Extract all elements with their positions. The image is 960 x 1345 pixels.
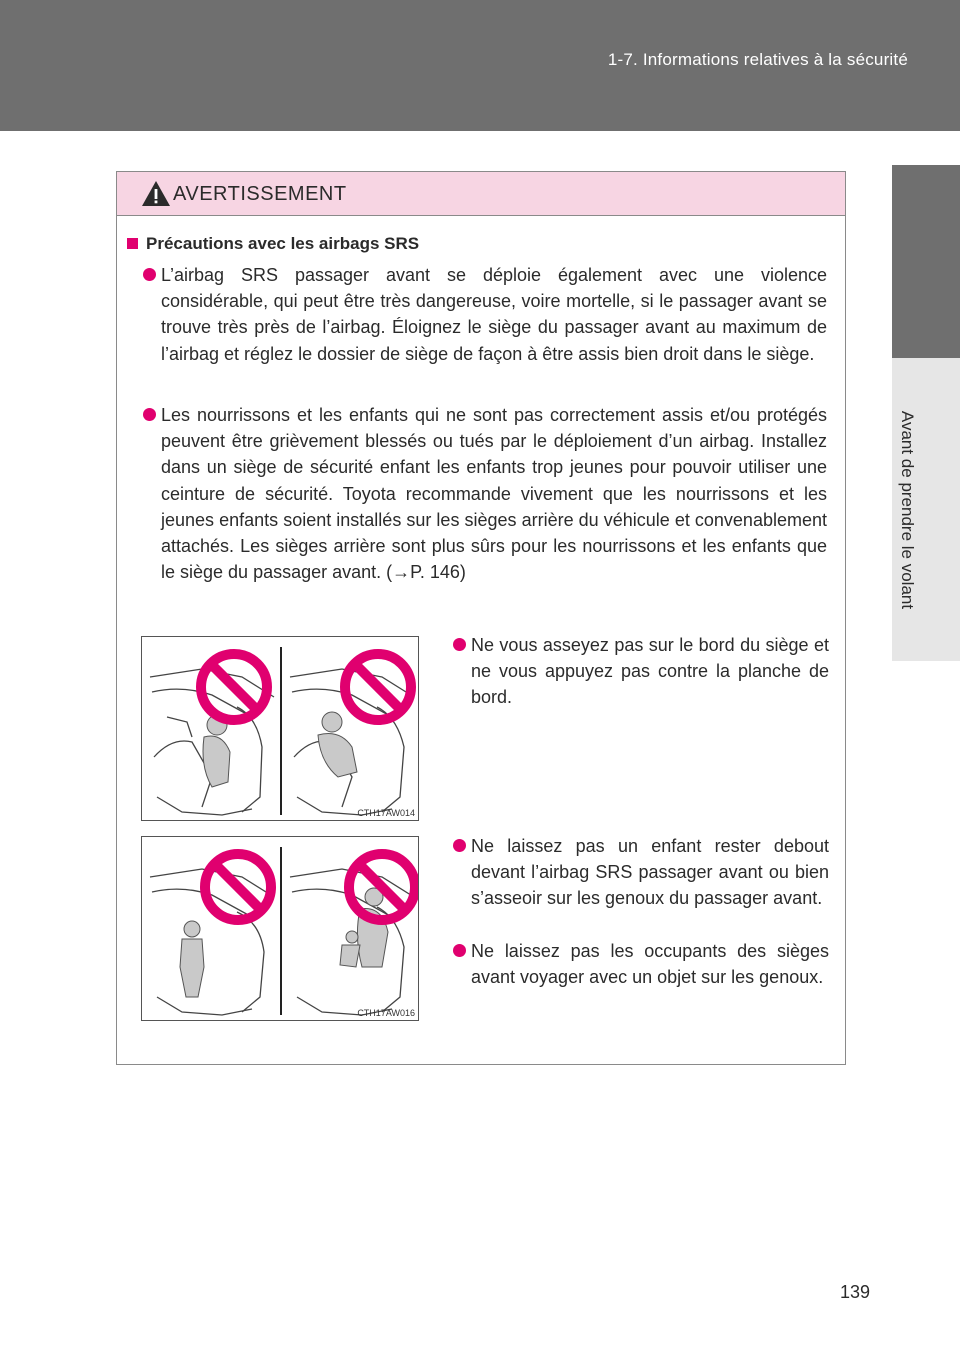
bullet-item: [471, 833, 829, 912]
warning-heading-text: Précautions avec les airbags SRS: [146, 234, 420, 253]
bullet-item: [161, 402, 827, 585]
illustration-code: CTH17AW016: [357, 1008, 415, 1018]
warning-box: [116, 171, 846, 1065]
bullet-item: [471, 632, 829, 711]
bullet-dot-icon: [453, 638, 466, 651]
section-title: 1-7. Informations relatives à la sécurité: [607, 50, 908, 69]
bullet-text: Ne laissez pas les occupants des sièges avant voyager avec un objet sur les genoux.: [471, 941, 829, 988]
chapter-title: Avant de prendre le volant: [898, 410, 917, 610]
bullet-text: Les nourrissons et les enfants qui ne sont pas correctement assis et/ou protégés peuvent être grièvement blessés ou tués par le déploiement d’un airbag. Installez dans un siège de sécurité enfant les enfants trop jeunes pour pouvoir utiliser une ceinture de sécurité. Toyota recommande vivement que les nourrissons et les jeunes enfants soient installés sur les sièges arrière du véhicule et convenablement attachés. Les sièges arrière sont plus sûrs pour les nourrissons et les enfants que le siège du passager avant. (→P. 146): [161, 405, 827, 583]
chapter-tab: [892, 165, 960, 358]
illustration-child-passenger: [141, 836, 419, 1021]
bullet-item: [161, 262, 827, 367]
illustration-code: CTH17AW014: [357, 808, 415, 818]
bullet-item: [471, 938, 829, 990]
bullet-text: Ne laissez pas un enfant rester debout devant l’airbag SRS passager avant ou bien s’asseoir sur les genoux du passager avant.: [471, 836, 829, 909]
car-interior-illustration: [142, 637, 419, 821]
bullet-dot-icon: [143, 268, 156, 281]
page-number: 139: [840, 1282, 871, 1302]
bullet-dot-icon: [143, 408, 156, 421]
bullet-text: Ne vous asseyez pas sur le bord du siège et ne vous appuyez pas contre la planche de bord.: [471, 635, 829, 708]
warning-title: AVERTISSEMENT: [173, 183, 347, 205]
warning-triangle-icon: [141, 180, 171, 208]
illustration-leaning-forward: [141, 636, 419, 821]
header-bar: [0, 0, 960, 131]
warning-heading: [127, 234, 419, 254]
bullet-dot-icon: [453, 839, 466, 852]
warning-header: [117, 172, 845, 216]
bullet-dot-icon: [453, 944, 466, 957]
square-bullet-icon: [127, 238, 138, 249]
car-interior-illustration: [142, 837, 419, 1021]
chapter-number: 1: [29, 302, 39, 319]
bullet-text: L’airbag SRS passager avant se déploie également avec une violence considérable, qui peut être très dangereuse, voire mortelle, si le passager avant se trouve très près de l’airbag. Éloignez le siège du passager avant au maximum de l’airbag et réglez le dossier de siège de façon à être assis bien droit dans le siège.: [161, 265, 827, 364]
